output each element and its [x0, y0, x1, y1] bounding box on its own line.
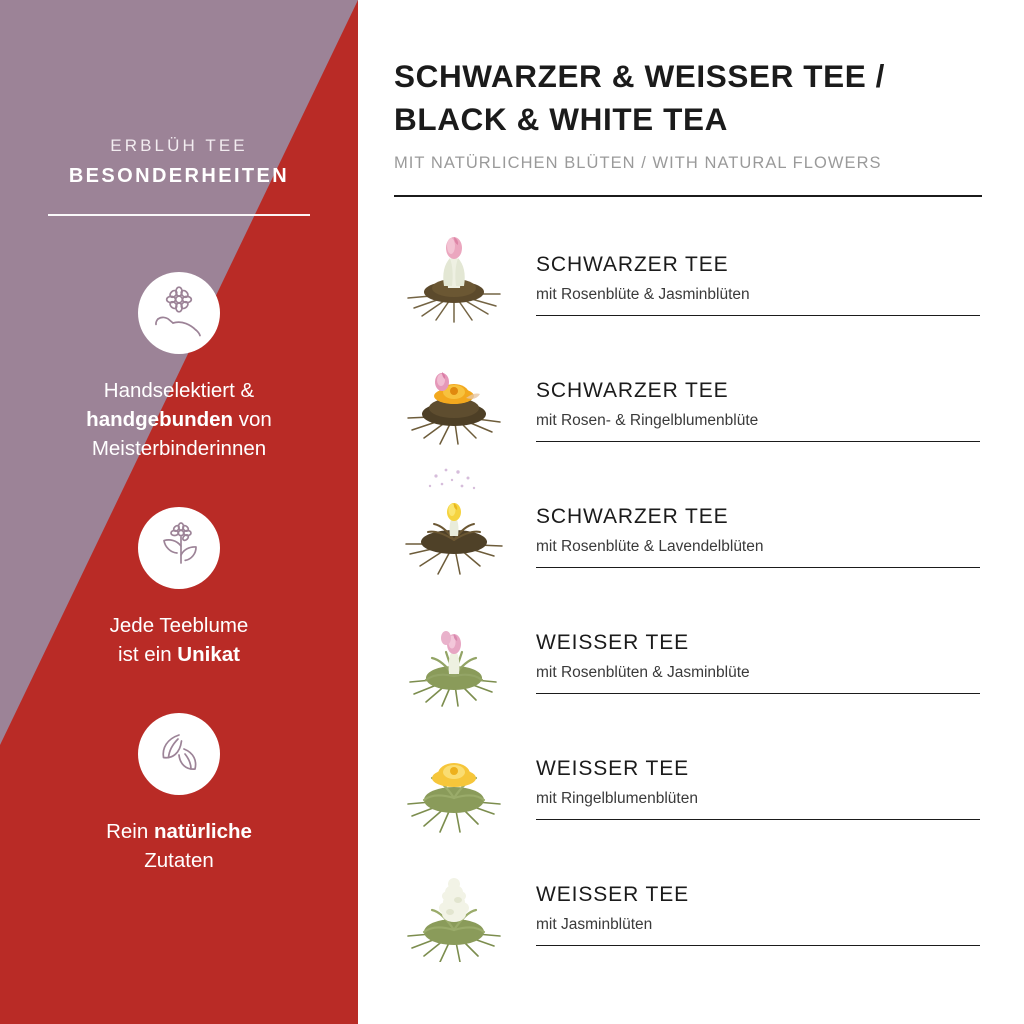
- list-item: [394, 585, 980, 711]
- feature-1-line3: Meisterbinderinnen: [91, 437, 267, 460]
- brand-subtitle: BESONDERHEITEN: [68, 165, 290, 187]
- feature-2-line1: Jede Teeblume: [109, 614, 249, 637]
- feature-1-line1: Handselektiert &: [103, 379, 255, 402]
- feature-handselected-text: [34, 376, 324, 463]
- list-item: [394, 837, 980, 963]
- tea-blossom-image: [394, 837, 514, 963]
- tea-blossom-image: [394, 333, 514, 459]
- list-item: [394, 459, 980, 585]
- tea-leaves-flower-icon: [138, 507, 220, 589]
- feature-3-line2: Zutaten: [144, 849, 214, 872]
- tea-blossom-image: [394, 711, 514, 837]
- feature-1-line2-rest: von: [233, 408, 272, 431]
- header-divider: [394, 195, 982, 197]
- tea-name: SCHWARZER TEE: [536, 379, 729, 402]
- tea-blossom-image: [394, 585, 514, 711]
- tea-name: WEISSER TEE: [536, 631, 690, 654]
- tea-name: WEISSER TEE: [536, 883, 690, 906]
- tea-name: SCHWARZER TEE: [536, 505, 729, 528]
- brand-name: ERBLÜH TEE: [110, 136, 248, 155]
- main-content: [358, 0, 1024, 1024]
- feature-1-bold: handgebunden: [86, 408, 234, 431]
- tea-description: mit Rosenblüte & Lavendelblüten: [536, 538, 764, 555]
- tea-description: mit Ringelblumenblüten: [536, 790, 698, 807]
- page-title-line2: BLACK & WHITE TEA: [394, 101, 728, 137]
- tea-description: mit Rosenblüte & Jasminblüten: [536, 286, 750, 303]
- page-title: [394, 55, 980, 141]
- feature-unique: [34, 507, 324, 669]
- tea-description: mit Rosenblüten & Jasminblüte: [536, 664, 750, 681]
- tea-name: WEISSER TEE: [536, 757, 690, 780]
- feature-handselected: [34, 272, 324, 463]
- tea-list: [394, 207, 980, 963]
- tea-blossom-image: [394, 459, 514, 585]
- tea-name: SCHWARZER TEE: [536, 253, 729, 276]
- feature-3-bold: natürliche: [153, 820, 252, 843]
- list-item: [394, 207, 980, 333]
- page-subtitle: MIT NATÜRLICHEN BLÜTEN / WITH NATURAL FLOWERS: [394, 154, 882, 172]
- brand-divider: [48, 214, 310, 216]
- sidebar-panel: [0, 0, 358, 1024]
- tea-blossom-image: [394, 207, 514, 333]
- feature-2-line2-prefix: ist ein: [118, 643, 178, 666]
- feature-2-bold: Unikat: [177, 643, 240, 666]
- feature-natural: [34, 713, 324, 875]
- list-item: [394, 333, 980, 459]
- two-leaves-icon: [138, 713, 220, 795]
- feature-unique-text: [34, 611, 324, 669]
- flower-in-hand-icon: [138, 272, 220, 354]
- page-title-line1: SCHWARZER & WEISSER TEE /: [394, 58, 886, 94]
- tea-description: mit Jasminblüten: [536, 916, 653, 933]
- feature-natural-text: [34, 817, 324, 875]
- tea-description: mit Rosen- & Ringelblumenblüte: [536, 412, 759, 429]
- list-item: [394, 711, 980, 837]
- feature-3-line1-prefix: Rein: [106, 820, 154, 843]
